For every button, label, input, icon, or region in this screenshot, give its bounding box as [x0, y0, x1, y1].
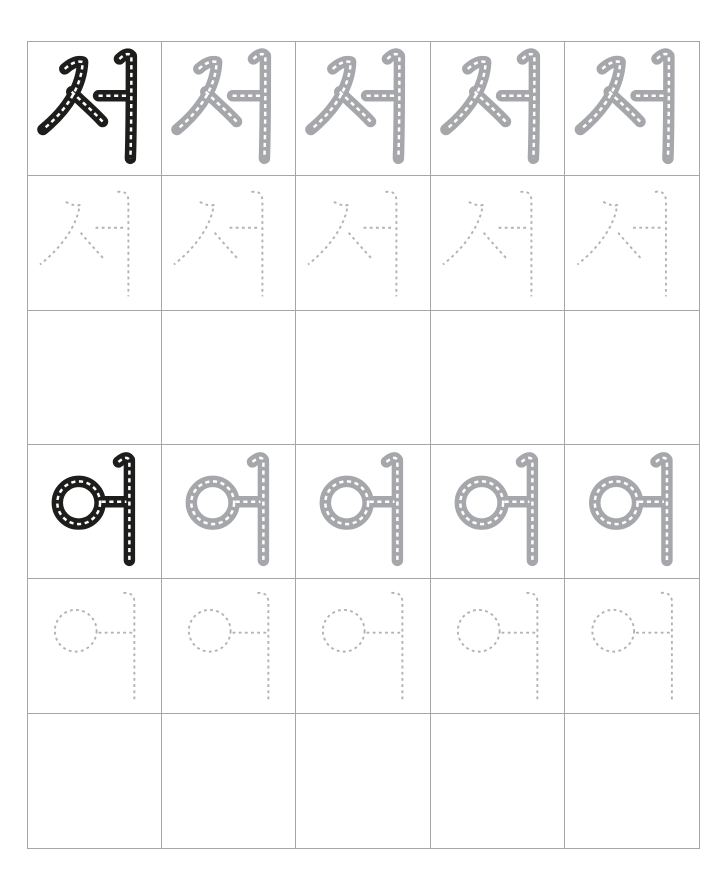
eo-glyph-trace [431, 579, 564, 712]
practice-cell [296, 445, 430, 579]
eo-glyph-trace [565, 579, 699, 712]
practice-cell [162, 311, 296, 445]
practice-cell [565, 42, 699, 176]
eo-glyph-gray [162, 445, 295, 578]
practice-cell [296, 311, 430, 445]
eo-glyph-trace [162, 579, 295, 712]
practice-cell [431, 176, 565, 310]
practice-cell [431, 579, 565, 713]
practice-cell [431, 714, 565, 848]
eo-glyph-trace [296, 579, 429, 712]
practice-cell [565, 311, 699, 445]
seo-glyph-trace [162, 176, 295, 309]
practice-cell [28, 579, 162, 713]
seo-glyph-gray [296, 42, 429, 175]
practice-cell [565, 579, 699, 713]
practice-cell [28, 176, 162, 310]
practice-cell [28, 311, 162, 445]
practice-cell [162, 445, 296, 579]
practice-cell [162, 176, 296, 310]
eo-glyph-trace [28, 579, 161, 712]
practice-cell [162, 42, 296, 176]
practice-cell [296, 579, 430, 713]
practice-grid [27, 41, 700, 849]
practice-cell [28, 714, 162, 848]
eo-glyph-gray [431, 445, 564, 578]
practice-cell [565, 445, 699, 579]
seo-glyph-trace [565, 176, 699, 309]
eo-glyph-gray [565, 445, 699, 578]
seo-glyph-gray [162, 42, 295, 175]
practice-cell [162, 714, 296, 848]
seo-glyph-trace [296, 176, 429, 309]
practice-cell [296, 42, 430, 176]
practice-cell [162, 579, 296, 713]
practice-cell [565, 176, 699, 310]
seo-glyph-trace [431, 176, 564, 309]
seo-glyph-trace [28, 176, 161, 309]
seo-glyph-gray [565, 42, 699, 175]
practice-cell [28, 445, 162, 579]
eo-glyph-gray [296, 445, 429, 578]
practice-cell [296, 714, 430, 848]
practice-cell [431, 445, 565, 579]
practice-cell [431, 42, 565, 176]
practice-cell [296, 176, 430, 310]
seo-glyph-gray [431, 42, 564, 175]
practice-cell [28, 42, 162, 176]
practice-cell [565, 714, 699, 848]
seo-glyph-black [28, 42, 161, 175]
practice-cell [431, 311, 565, 445]
eo-glyph-black [28, 445, 161, 578]
